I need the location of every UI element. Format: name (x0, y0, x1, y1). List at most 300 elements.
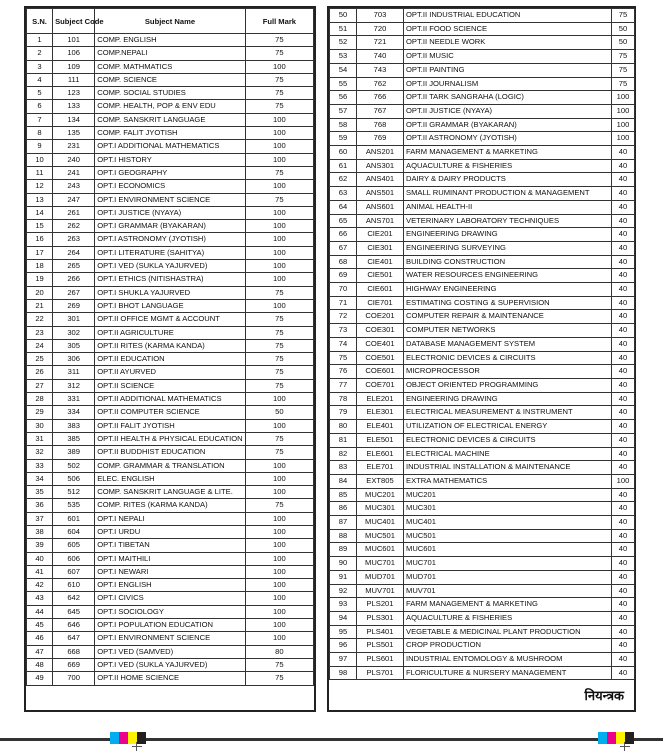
subject-name: FLORICULTURE & NURSERY MANAGEMENT (404, 666, 612, 680)
table-row (330, 283, 635, 297)
serial-number: 47 (27, 645, 53, 658)
full-mark: 75 (245, 326, 313, 339)
subject-code-header: Subject Code (53, 9, 95, 34)
full-mark: 40 (612, 406, 635, 420)
full-mark: 100 (245, 632, 313, 645)
table-row (330, 200, 635, 214)
full-mark: 100 (245, 393, 313, 406)
subject-name: OPT.II FALIT JYOTISH (95, 419, 246, 432)
serial-number: 1 (27, 34, 53, 47)
table-row (27, 632, 314, 645)
subject-name: OPT.II HEALTH & PHYSICAL EDUCATION (95, 432, 246, 445)
subject-code: 263 (53, 233, 95, 246)
subject-code: 766 (357, 91, 404, 105)
subject-name: OPT.II JOURNALISM (404, 77, 612, 91)
subject-name: WATER RESOURCES ENGINEERING (404, 269, 612, 283)
serial-number: 27 (27, 379, 53, 392)
full-mark: 100 (245, 619, 313, 632)
subject-code: 769 (357, 132, 404, 146)
subject-name: COMPUTER NETWORKS (404, 324, 612, 338)
subject-name: OPT.I NEWARI (95, 565, 246, 578)
serial-number: 7 (27, 113, 53, 126)
full-mark: 80 (245, 645, 313, 658)
table-row (27, 326, 314, 339)
table-row (27, 379, 314, 392)
subject-name: OPT.I GRAMMAR (BYAKARAN) (95, 220, 246, 233)
full-mark: 100 (245, 419, 313, 432)
subject-code: 383 (53, 419, 95, 432)
subject-name: FARM MANAGEMENT & MARKETING (404, 146, 612, 160)
registration-mark-icon (620, 742, 630, 751)
subject-name: ENGINEERING DRAWING (404, 228, 612, 242)
serial-number: 82 (330, 447, 357, 461)
serial-number: 5 (27, 87, 53, 100)
full-mark: 100 (245, 299, 313, 312)
subject-code: COE701 (357, 378, 404, 392)
serial-number: 11 (27, 166, 53, 179)
table-row (27, 366, 314, 379)
serial-number: 87 (330, 516, 357, 530)
table-row (330, 516, 635, 530)
full-mark: 40 (612, 365, 635, 379)
full-mark: 100 (245, 486, 313, 499)
subject-name: ELECTRICAL MACHINE (404, 447, 612, 461)
serial-number: 48 (27, 658, 53, 671)
table-row (27, 512, 314, 525)
table-row (330, 324, 635, 338)
subject-name: OPT.I TIBETAN (95, 539, 246, 552)
subject-name: OPT.II RITES (KARMA KANDA) (95, 339, 246, 352)
full-mark: 100 (612, 132, 635, 146)
subject-name: OPT.I POPULATION EDUCATION (95, 619, 246, 632)
subject-name: OPT.II FOOD SCIENCE (404, 22, 612, 36)
table-row (330, 132, 635, 146)
subject-name: OPT.I URDU (95, 525, 246, 538)
full-mark: 100 (245, 233, 313, 246)
subject-name: DATABASE MANAGEMENT SYSTEM (404, 337, 612, 351)
full-mark: 100 (245, 592, 313, 605)
subject-name: INDUSTRIAL ENTOMOLOGY & MUSHROOM (404, 653, 612, 667)
full-mark: 75 (245, 499, 313, 512)
subject-code: ELE601 (357, 447, 404, 461)
serial-number: 19 (27, 273, 53, 286)
subject-code: 305 (53, 339, 95, 352)
subject-name: OPT.I GEOGRAPHY (95, 166, 246, 179)
full-mark: 75 (245, 446, 313, 459)
serial-number: 80 (330, 420, 357, 434)
subject-code: 312 (53, 379, 95, 392)
table-row (330, 241, 635, 255)
subject-code: MUD701 (357, 570, 404, 584)
serial-number: 21 (27, 299, 53, 312)
subject-code: EXT805 (357, 474, 404, 488)
full-mark: 40 (612, 611, 635, 625)
subject-code: 262 (53, 220, 95, 233)
full-mark: 75 (245, 73, 313, 86)
subject-name: COMP. SANSKRIT LANGUAGE & LITE. (95, 486, 246, 499)
table-row (27, 180, 314, 193)
full-mark: 100 (245, 605, 313, 618)
subject-code: 301 (53, 313, 95, 326)
table-row (27, 565, 314, 578)
subject-name: VETERINARY LABORATORY TECHNIQUES (404, 214, 612, 228)
table-row (330, 255, 635, 269)
table-row (330, 269, 635, 283)
subject-code: 512 (53, 486, 95, 499)
subject-name: COMP. HEALTH, POP & ENV EDU (95, 100, 246, 113)
subject-code: 535 (53, 499, 95, 512)
subject-name: VEGETABLE & MEDICINAL PLANT PRODUCTION (404, 625, 612, 639)
subject-name: OPT.I JUSTICE (NYAYA) (95, 206, 246, 219)
serial-number: 14 (27, 206, 53, 219)
subject-name: OPT.I VED (SUKLA YAJURVED) (95, 658, 246, 671)
full-mark: 75 (612, 50, 635, 64)
subject-code: 240 (53, 153, 95, 166)
subject-code: 241 (53, 166, 95, 179)
serial-number: 22 (27, 313, 53, 326)
full-mark: 40 (612, 269, 635, 283)
subject-name: COMP. SCIENCE (95, 73, 246, 86)
subject-name: OPT.I SOCIOLOGY (95, 605, 246, 618)
full-mark: 75 (612, 63, 635, 77)
full-mark: 100 (245, 565, 313, 578)
table-row (27, 539, 314, 552)
full-mark: 100 (245, 512, 313, 525)
subject-name: OPT.I ASTRONOMY (JYOTISH) (95, 233, 246, 246)
table-row (27, 459, 314, 472)
serial-number: 8 (27, 127, 53, 140)
subject-code: 264 (53, 246, 95, 259)
serial-number: 95 (330, 625, 357, 639)
subject-name: MUC501 (404, 529, 612, 543)
serial-number: 23 (27, 326, 53, 339)
sn-header: S.N. (27, 9, 53, 34)
subject-code: COE201 (357, 310, 404, 324)
serial-number: 59 (330, 132, 357, 146)
subject-name: OPT.I NEPALI (95, 512, 246, 525)
table-row (27, 166, 314, 179)
subject-code: PLS301 (357, 611, 404, 625)
full-mark: 75 (245, 166, 313, 179)
table-row (330, 598, 635, 612)
full-mark: 40 (612, 543, 635, 557)
serial-number: 49 (27, 672, 53, 685)
full-mark: 100 (245, 472, 313, 485)
subject-name: MUC401 (404, 516, 612, 530)
serial-number: 45 (27, 619, 53, 632)
subject-code: 743 (357, 63, 404, 77)
subject-code: 606 (53, 552, 95, 565)
table-row (27, 339, 314, 352)
full-mark: 75 (245, 379, 313, 392)
left-header-row (27, 9, 314, 34)
serial-number: 31 (27, 432, 53, 445)
table-row (27, 60, 314, 73)
table-row (330, 296, 635, 310)
subject-name: MUC201 (404, 488, 612, 502)
table-row (27, 472, 314, 485)
right-table-body (330, 9, 635, 680)
full-mark: 40 (612, 146, 635, 160)
subject-name: DAIRY & DAIRY PRODUCTS (404, 173, 612, 187)
bottom-rule (0, 738, 663, 741)
table-row (27, 113, 314, 126)
subject-name: OPT.I HISTORY (95, 153, 246, 166)
subject-code: 642 (53, 592, 95, 605)
full-mark: 100 (245, 140, 313, 153)
full-mark: 40 (612, 557, 635, 571)
subject-name: COMP. SOCIAL STUDIES (95, 87, 246, 100)
subject-code: COE401 (357, 337, 404, 351)
subject-code: 721 (357, 36, 404, 50)
subject-code: 311 (53, 366, 95, 379)
subject-code: PLS201 (357, 598, 404, 612)
table-row (27, 286, 314, 299)
serial-number: 37 (27, 512, 53, 525)
subject-code: PLS501 (357, 639, 404, 653)
subject-name: ELEC. ENGLISH (95, 472, 246, 485)
full-mark: 75 (245, 353, 313, 366)
table-row (27, 525, 314, 538)
full-mark: 75 (245, 286, 313, 299)
subject-code: 243 (53, 180, 95, 193)
table-row (330, 653, 635, 667)
serial-number: 29 (27, 406, 53, 419)
subject-code: 762 (357, 77, 404, 91)
table-row (330, 584, 635, 598)
table-row (330, 104, 635, 118)
subject-code: 605 (53, 539, 95, 552)
serial-number: 98 (330, 666, 357, 680)
subject-code: 133 (53, 100, 95, 113)
serial-number: 50 (330, 9, 357, 23)
full-mark: 100 (245, 60, 313, 73)
subject-code: 334 (53, 406, 95, 419)
serial-number: 35 (27, 486, 53, 499)
serial-number: 33 (27, 459, 53, 472)
serial-number: 41 (27, 565, 53, 578)
left-subject-table (26, 8, 314, 686)
serial-number: 56 (330, 91, 357, 105)
subject-code: MUC501 (357, 529, 404, 543)
table-row (330, 146, 635, 160)
serial-number: 73 (330, 324, 357, 338)
full-mark: 40 (612, 516, 635, 530)
table-row (27, 246, 314, 259)
full-mark: 40 (612, 378, 635, 392)
serial-number: 15 (27, 220, 53, 233)
subject-code: 720 (357, 22, 404, 36)
serial-number: 51 (330, 22, 357, 36)
full-mark: 40 (612, 598, 635, 612)
full-mark: 50 (245, 406, 313, 419)
full-mark: 100 (245, 459, 313, 472)
serial-number: 75 (330, 351, 357, 365)
subject-code: 740 (357, 50, 404, 64)
full-mark: 100 (612, 474, 635, 488)
serial-number: 71 (330, 296, 357, 310)
table-row (27, 193, 314, 206)
subject-code: CIE301 (357, 241, 404, 255)
serial-number: 76 (330, 365, 357, 379)
serial-number: 12 (27, 180, 53, 193)
subject-name: COMP. FALIT JYOTISH (95, 127, 246, 140)
table-row (27, 87, 314, 100)
subject-code: 123 (53, 87, 95, 100)
serial-number: 93 (330, 598, 357, 612)
table-row (27, 552, 314, 565)
full-mark: 100 (245, 153, 313, 166)
table-row (27, 672, 314, 685)
subject-name-header: Subject Name (95, 9, 246, 34)
subject-code: 604 (53, 525, 95, 538)
subject-name: OPT.II EDUCATION (95, 353, 246, 366)
table-row (330, 9, 635, 23)
table-row (27, 206, 314, 219)
subject-name: MICROPROCESSOR (404, 365, 612, 379)
table-row (330, 474, 635, 488)
subject-code: MUC601 (357, 543, 404, 557)
full-mark: 100 (245, 246, 313, 259)
table-row (27, 592, 314, 605)
subject-code: 703 (357, 9, 404, 23)
serial-number: 61 (330, 159, 357, 173)
subject-code: ANS301 (357, 159, 404, 173)
subject-name: OPT.II OFFICE MGMT & ACCOUNT (95, 313, 246, 326)
full-mark: 40 (612, 173, 635, 187)
serial-number: 89 (330, 543, 357, 557)
table-row (27, 100, 314, 113)
subject-code: 700 (53, 672, 95, 685)
subject-name: INDUSTRIAL INSTALLATION & MAINTENANCE (404, 461, 612, 475)
magenta-swatch (607, 732, 616, 744)
serial-number: 3 (27, 60, 53, 73)
subject-name: MUD701 (404, 570, 612, 584)
subject-name: ENGINEERING DRAWING (404, 392, 612, 406)
full-mark: 40 (612, 584, 635, 598)
magenta-swatch (119, 732, 128, 744)
table-row (330, 378, 635, 392)
subject-code: 267 (53, 286, 95, 299)
subject-code: 261 (53, 206, 95, 219)
subject-name: ELECTRONIC DEVICES & CIRCUITS (404, 433, 612, 447)
subject-code: 768 (357, 118, 404, 132)
subject-code: MUC701 (357, 557, 404, 571)
subject-code: ANS501 (357, 187, 404, 201)
full-mark: 40 (612, 433, 635, 447)
full-mark: 100 (245, 260, 313, 273)
full-mark: 40 (612, 488, 635, 502)
subject-code: 306 (53, 353, 95, 366)
subject-code: ANS401 (357, 173, 404, 187)
serial-number: 91 (330, 570, 357, 584)
full-mark: 100 (245, 180, 313, 193)
subject-code: 502 (53, 459, 95, 472)
table-row (27, 233, 314, 246)
subject-name: COMP. SANSKRIT LANGUAGE (95, 113, 246, 126)
subject-name: OPT.II AYURVED (95, 366, 246, 379)
serial-number: 94 (330, 611, 357, 625)
serial-number: 6 (27, 100, 53, 113)
full-mark: 40 (612, 666, 635, 680)
serial-number: 43 (27, 592, 53, 605)
serial-number: 97 (330, 653, 357, 667)
serial-number: 57 (330, 104, 357, 118)
table-row (330, 91, 635, 105)
full-mark: 40 (612, 255, 635, 269)
serial-number: 70 (330, 283, 357, 297)
table-row (330, 502, 635, 516)
subject-code: ELE501 (357, 433, 404, 447)
serial-number: 65 (330, 214, 357, 228)
subject-name: OPT.I ETHICS (NITISHASTRA) (95, 273, 246, 286)
table-row (27, 579, 314, 592)
serial-number: 39 (27, 539, 53, 552)
full-mark: 100 (245, 273, 313, 286)
table-row (27, 127, 314, 140)
serial-number: 2 (27, 47, 53, 60)
subject-code: 111 (53, 73, 95, 86)
cyan-swatch (110, 732, 119, 744)
subject-name: OPT.I VED (SUKLA YAJURVED) (95, 260, 246, 273)
full-mark: 40 (612, 420, 635, 434)
table-row (330, 365, 635, 379)
subject-name: OPT.I CIVICS (95, 592, 246, 605)
registration-mark-icon (132, 742, 142, 751)
full-mark: 100 (245, 525, 313, 538)
subject-code: 646 (53, 619, 95, 632)
table-row (27, 273, 314, 286)
subject-name: OPT.I SHUKLA YAJURVED (95, 286, 246, 299)
full-mark: 75 (612, 77, 635, 91)
subject-code: 601 (53, 512, 95, 525)
table-row (27, 299, 314, 312)
table-row (27, 260, 314, 273)
full-mark: 40 (612, 200, 635, 214)
serial-number: 42 (27, 579, 53, 592)
serial-number: 54 (330, 63, 357, 77)
subject-name: MUC301 (404, 502, 612, 516)
serial-number: 69 (330, 269, 357, 283)
table-row (330, 228, 635, 242)
full-mark: 40 (612, 337, 635, 351)
table-row (27, 605, 314, 618)
subject-code: MUV701 (357, 584, 404, 598)
table-row (330, 406, 635, 420)
subject-name: SMALL RUMINANT PRODUCTION & MANAGEMENT (404, 187, 612, 201)
serial-number: 34 (27, 472, 53, 485)
table-row (27, 353, 314, 366)
full-mark: 40 (612, 324, 635, 338)
full-mark: 40 (612, 653, 635, 667)
subject-code: 135 (53, 127, 95, 140)
subject-name: OPT.II BUDDHIST EDUCATION (95, 446, 246, 459)
subject-code: COE601 (357, 365, 404, 379)
full-mark: 75 (245, 672, 313, 685)
full-mark: 100 (612, 104, 635, 118)
subject-name: COMP. ENGLISH (95, 34, 246, 47)
subject-code: 231 (53, 140, 95, 153)
full-mark: 40 (612, 159, 635, 173)
subject-name: AQUACULTURE & FISHERIES (404, 611, 612, 625)
table-row (27, 73, 314, 86)
controller-signature: नियन्त्रक (584, 689, 624, 704)
table-row (27, 446, 314, 459)
full-mark: 40 (612, 228, 635, 242)
table-row (330, 543, 635, 557)
subject-code: 269 (53, 299, 95, 312)
subject-code: ELE701 (357, 461, 404, 475)
